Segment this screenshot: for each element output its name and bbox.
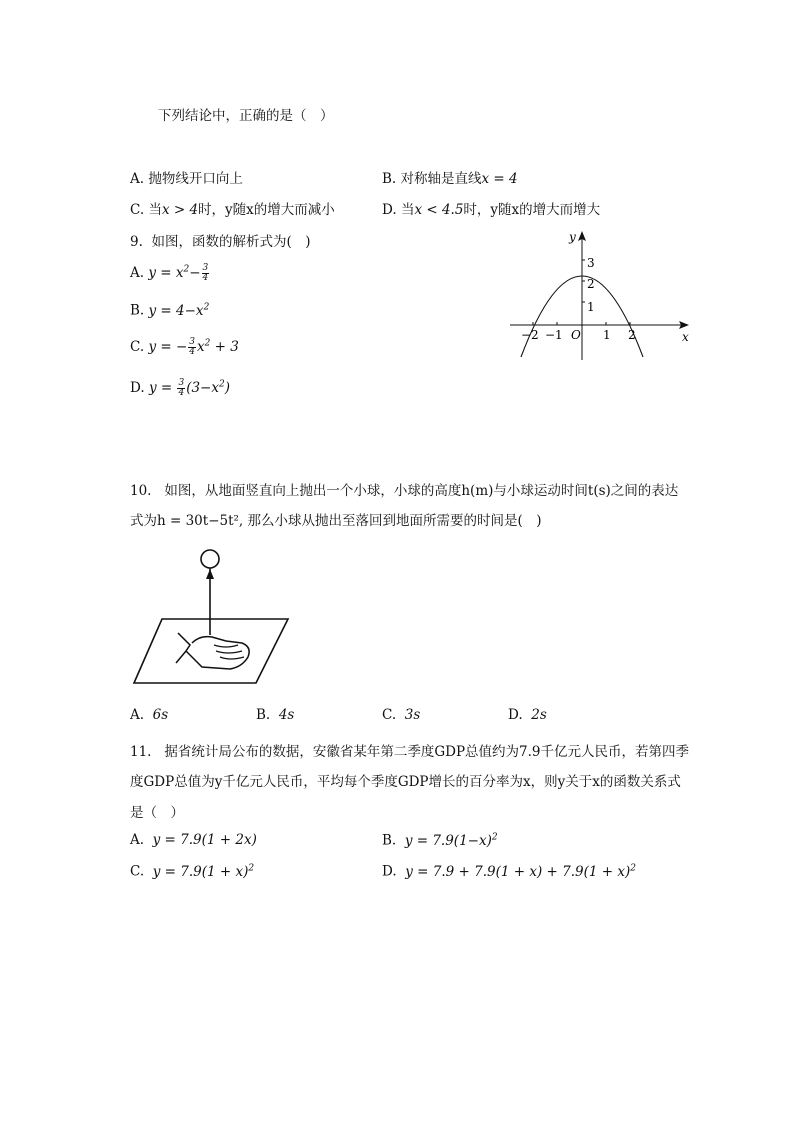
option-label: D. [508,707,523,723]
q8-option-a [130,167,243,187]
q11-line1 [130,740,689,760]
q11-option-d [382,863,636,880]
q11-option-b [382,832,498,849]
fingers-icon [214,645,244,659]
arrow-head-icon [206,569,214,579]
fraction: $\frac{3}{4}$ [178,378,185,398]
question-text: 如图，函数的解析式为( ) [151,234,311,250]
ground-plane [134,619,288,683]
q9-stem [130,230,311,250]
q9-option-b [130,302,209,319]
option-text: 抛物线开口向上 [148,171,243,187]
q10-option-c [382,707,420,723]
ball-throw-illustration [130,545,300,690]
ball-icon [201,550,219,568]
origin-label: O [571,328,581,342]
option-math: + 3 [210,339,239,355]
option-text: 当 [400,202,415,218]
q8-option-d [382,198,600,218]
q8-option-b [382,167,518,187]
option-label: A. [130,707,145,723]
x-tick-label: −1 [545,328,563,342]
option-label: C. [382,707,397,723]
fraction: $\frac{3}{4}$ [202,263,209,283]
option-value: 4s [278,707,295,723]
q10-option-a [130,707,168,723]
q10-option-b [256,707,294,723]
option-math: x > 4 [161,202,199,218]
option-exponent: 2 [204,338,211,349]
option-exponent: 2 [248,863,255,873]
option-math: y = 7.9 + 7.9(1 + x) + 7.9(1 + x) [405,863,631,880]
option-text: 时，y随x的增大而增大 [463,202,601,218]
option-exponent: 2 [218,379,225,390]
hand-icon [176,633,249,669]
option-label: C. [130,339,145,355]
q8-stem: 下列结论中，正确的是（ ） [158,108,334,124]
option-label: B. [130,302,145,319]
parabola-graph [505,225,705,365]
option-math: ) [224,380,230,396]
q10-option-d [508,707,547,723]
option-label: D. [382,202,397,218]
option-math: y = 7.9(1 + 2x) [152,832,257,848]
option-math: y = x [148,265,184,281]
q10-line2: 式为h = 30t−5t², 那么小球从抛出至落回到地面所需要的时间是( ) [130,513,542,529]
question-number: 9. [130,234,143,250]
question-number: 10. [130,483,152,499]
option-exponent: 2 [491,832,498,842]
question-text: 据省统计局公布的数据，安徽省某年第二季度GDP总值约为7.9千亿元人民币，若第四季 [164,744,690,760]
option-exponent: 2 [630,863,636,873]
option-label: A. [130,171,145,187]
option-label: C. [130,863,145,880]
q9-option-a [130,264,210,283]
y-tick-label: 3 [587,256,595,270]
question-number: 11. [130,744,152,760]
option-math: (3−x [186,380,219,396]
option-math: y = 7.9(1 + x) [152,863,249,880]
option-math: y = 7.9(1−x) [404,832,492,849]
option-label: A. [130,832,145,848]
q10-line1 [130,479,678,499]
option-value: 3s [404,707,421,723]
option-exponent: 2 [183,264,190,275]
option-math: x < 4.5 [414,202,464,218]
option-math: − [189,265,201,281]
option-exponent: 2 [203,302,210,312]
option-label: B. [256,707,271,723]
q11-line2: 度GDP总值为y千亿元人民币，平均每个季度GDP增长的百分率为x，则y关于x的函数关系式 [130,774,681,790]
option-label: D. [130,380,145,396]
x-tick-label: 2 [628,328,636,342]
option-math: y = [148,380,177,396]
question-text: 如图，从地面竖直向上抛出一个小球，小球的高度h(m)与小球运动时间t(s)之间的表达 [164,483,679,499]
option-math: x = 4 [481,171,518,187]
option-math: x [197,339,205,355]
option-text: 对称轴是直线 [400,171,482,187]
q11-line3: 是（ ） [130,805,184,821]
q9-option-d [130,379,230,398]
option-text: 时，y随x的增大而减小 [198,202,335,218]
option-math: y = − [148,339,188,355]
y-tick-label: 2 [587,277,595,291]
y-axis-label: y [569,230,576,244]
x-tick-label: 1 [603,328,611,342]
option-value: 6s [152,707,169,723]
q9-option-c [130,338,239,357]
x-axis-label: x [682,330,689,344]
option-label: A. [130,265,145,281]
fraction: $\frac{3}{4}$ [189,337,196,357]
y-tick-label: 1 [587,300,595,314]
option-label: C. [130,202,145,218]
option-label: B. [382,832,397,849]
option-label: B. [382,171,397,187]
option-text: 当 [148,202,162,218]
q11-option-a [130,832,257,848]
x-tick-label: −2 [521,328,539,342]
q11-option-c [130,863,254,880]
option-math: y = 4−x [148,302,204,319]
q8-option-c [130,198,335,218]
option-label: D. [382,863,397,880]
option-value: 2s [531,707,547,723]
